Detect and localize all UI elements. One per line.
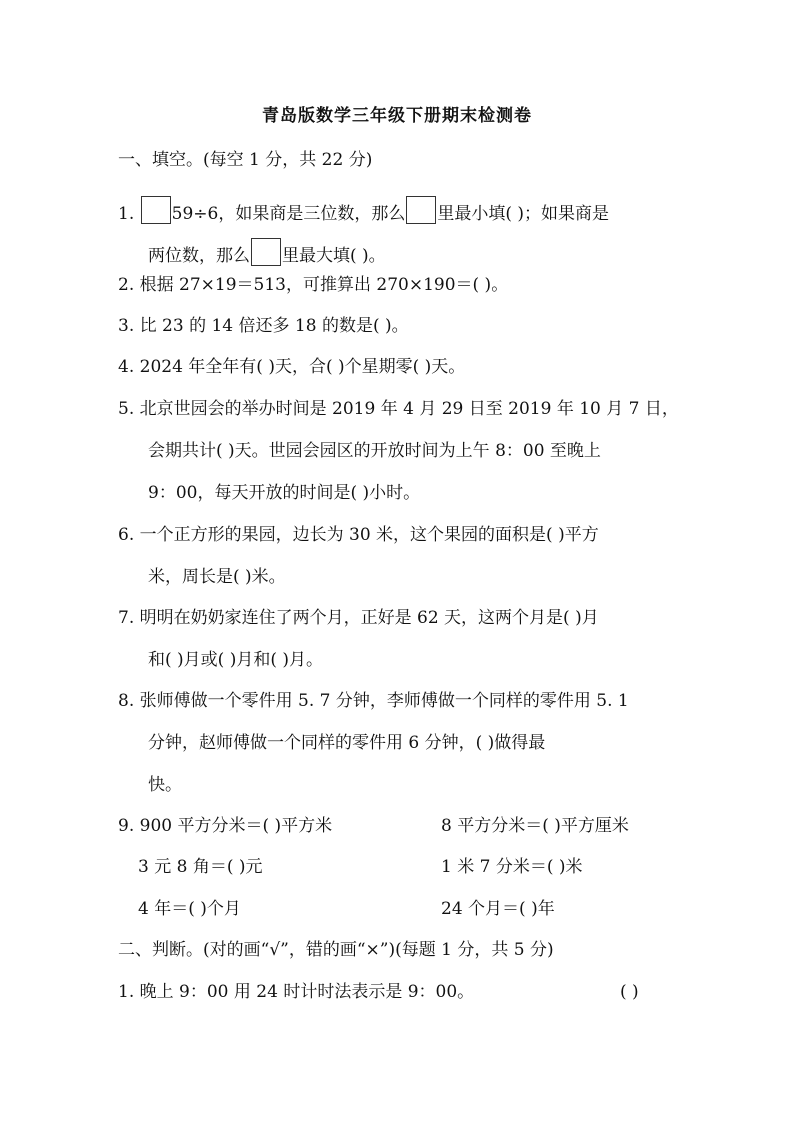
judgment-question-1: 1. 晚上 9：00 用 24 时计时法表示是 9：00。 (118, 982, 475, 1002)
question-7-line-1: 7. 明明在奶奶家连住了两个月，正好是 62 天，这两个月是( )月 (118, 608, 599, 628)
question-1-line-2 (148, 238, 386, 268)
question-6-line-1: 6. 一个正方形的果园，边长为 30 米，这个果园的面积是( )平方 (118, 525, 599, 545)
blank-box (141, 196, 171, 224)
question-9-f: 24 个月＝( )年 (441, 899, 555, 919)
question-9-a: 9. 900 平方分米＝( )平方米 (118, 816, 333, 836)
question-7-line-2: 和( )月或( )月和( )月。 (148, 650, 324, 670)
blank-box (406, 196, 436, 224)
question-2: 2. 根据 27×19＝513，可推算出 270×190＝( )。 (118, 275, 509, 295)
question-1-text-d: 里最大填( )。 (282, 246, 386, 266)
page-title: 青岛版数学三年级下册期末检测卷 (262, 106, 532, 126)
question-8-line-2: 分钟，赵师傅做一个同样的零件用 6 分钟，( )做得最 (148, 733, 546, 753)
section-1-heading: 一、填空。(每空 1 分，共 22 分) (118, 150, 373, 170)
question-3: 3. 比 23 的 14 倍还多 18 的数是( )。 (118, 316, 409, 336)
question-9-b: 8 平方分米＝( )平方厘米 (441, 816, 629, 836)
question-9-c: 3 元 8 角＝( )元 (138, 857, 263, 877)
section-2-heading: 二、判断。(对的画“√”，错的画“×”)(每题 1 分，共 5 分) (118, 940, 554, 960)
question-6-line-2: 米，周长是( )米。 (148, 567, 286, 587)
judgment-answer-paren: ( ) (620, 982, 639, 1002)
question-number: 1. (118, 204, 135, 224)
question-9-d: 1 米 7 分米＝( )米 (441, 857, 583, 877)
question-9-e: 4 年＝( )个月 (138, 899, 241, 919)
question-8-line-3: 快。 (148, 775, 182, 795)
question-8-line-1: 8. 张师傅做一个零件用 5. 7 分钟，李师傅做一个同样的零件用 5. 1 (118, 691, 629, 711)
question-5-line-2: 会期共计( )天。世园会园区的开放时间为上午 8：00 至晚上 (148, 441, 601, 461)
question-5-line-1: 5. 北京世园会的举办时间是 2019 年 4 月 29 日至 2019 年 10 月 7 日， (118, 399, 679, 419)
question-1-text-c: 两位数，那么 (148, 246, 250, 266)
question-1-line-1 (118, 196, 609, 226)
blank-box (251, 238, 281, 266)
question-5-line-3: 9：00，每天开放的时间是( )小时。 (148, 483, 421, 503)
question-4: 4. 2024 年全年有( )天，合( )个星期零( )天。 (118, 357, 466, 377)
question-1-text-a: 59÷6，如果商是三位数，那么 (171, 204, 406, 224)
question-1-text-b: 里最小填( )；如果商是 (437, 204, 610, 224)
